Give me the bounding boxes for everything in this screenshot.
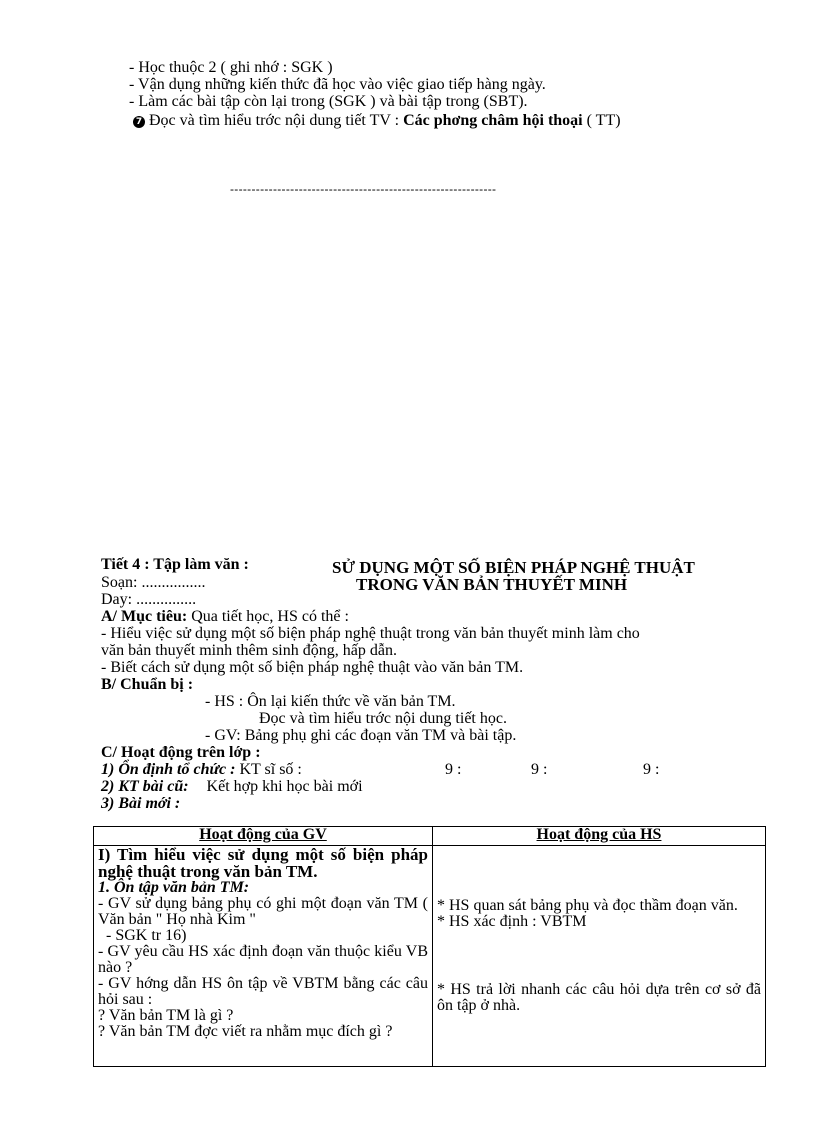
soan-date: Soạn: ................ — [101, 574, 206, 591]
student-answer-2: * HS xác định : VBTM — [437, 913, 587, 930]
preparation-gv: - GV: Bảng phụ ghi các đoạn văn TM và bài tập. — [205, 727, 517, 744]
objective-2: - Biết cách sử dụng một số biện pháp nghệ thuật vào văn bản TM. — [101, 659, 524, 676]
attendance-1: 9 : — [445, 761, 462, 778]
preparation-hs: - HS : Ôn lại kiến thức về văn bản TM. — [205, 693, 456, 710]
step-3: 3) Bài mới : — [101, 795, 181, 812]
attendance-3: 9 : — [643, 761, 660, 778]
student-activity-cell — [433, 846, 766, 1067]
question-2: ? Văn bản TM đợc viết ra nhằm mục đích gì ? — [98, 1023, 393, 1040]
section-divider: -------------------------------------------------------------- — [230, 182, 497, 196]
step-2: 2) KT bài cũ: Kết hợp khi học bài mới — [101, 778, 363, 795]
teacher-step-1-ref: - SGK tr 16) — [98, 927, 187, 944]
table-row — [94, 846, 766, 1067]
objective-1b: văn bản thuyết minh thêm sinh động, hấp dẫn. — [101, 642, 397, 659]
student-answer-3: * HS trả lời nhanh các câu hỏi dựa trên cơ sở đã ôn tập ở nhà. — [437, 981, 761, 1014]
teacher-step-3: - GV hớng dẫn HS ôn tập về VBTM bằng các câu hỏi sau : — [98, 975, 428, 1008]
activities-table — [93, 826, 766, 1067]
table-header-row — [94, 827, 766, 846]
activities-heading: C/ Hoạt động trên lớp : — [101, 744, 261, 761]
subsection-heading: 1. Ôn tập văn bản TM: — [98, 879, 250, 896]
step-1: 1) Ổn định tổ chức : KT sĩ số : — [101, 761, 302, 778]
teacher-step-2: - GV yêu cầu HS xác định đoạn văn thuộc kiểu VB nào ? — [98, 943, 428, 976]
objectives-heading: A/ Mục tiêu: Qua tiết học, HS có thể : — [101, 608, 349, 625]
attendance-2: 9 : — [531, 761, 548, 778]
lesson-title-line-2: TRONG VĂN BẢN THUYẾT MINH — [356, 575, 628, 594]
day-date: Day: ............... — [101, 591, 197, 608]
top-line-1: - Học thuộc 2 ( ghi nhớ : SGK ) — [129, 59, 333, 76]
objective-1a: - Hiểu việc sử dụng một số biện pháp nghệ thuật trong văn bản thuyết minh làm cho — [101, 625, 640, 642]
preparation-hs-2: Đọc và tìm hiểu trớc nội dung tiết học. — [259, 710, 507, 727]
teacher-step-1: - GV sử dụng bảng phụ có ghi một đoạn văn TM ( Văn bản " Họ nhà Kim " — [98, 895, 428, 928]
student-answer-1: * HS quan sát bảng phụ và đọc thầm đoạn văn. — [437, 897, 738, 914]
question-1: ? Văn bản TM là gì ? — [98, 1007, 234, 1024]
top-line-2: - Vận dụng những kiến thức đã học vào việc giao tiếp hàng ngày. — [129, 76, 546, 93]
teacher-activity-header: Hoạt động của GV — [94, 827, 433, 846]
number-seven-bullet-icon: 7 — [133, 116, 145, 128]
lesson-title-line-1: SỬ DỤNG MỘT SỐ BIỆN PHÁP NGHỆ THUẬT — [332, 558, 695, 577]
section-heading: I) Tìm hiểu việc sử dụng một số biện pháp nghệ thuật trong văn bản TM. — [98, 845, 428, 881]
top-line-3: - Làm các bài tập còn lại trong (SGK ) và bài tập trong (SBT). — [129, 93, 528, 110]
top-line-4: 7 Đọc và tìm hiểu trớc nội dung tiết TV : Các phơng châm hội thoại ( TT) — [133, 113, 621, 129]
student-activity-header: Hoạt động của HS — [433, 827, 766, 846]
preparation-heading: B/ Chuẩn bị : — [101, 676, 194, 693]
lesson-number: Tiết 4 : Tập làm văn : — [101, 556, 249, 573]
teacher-activity-cell — [94, 846, 433, 1067]
